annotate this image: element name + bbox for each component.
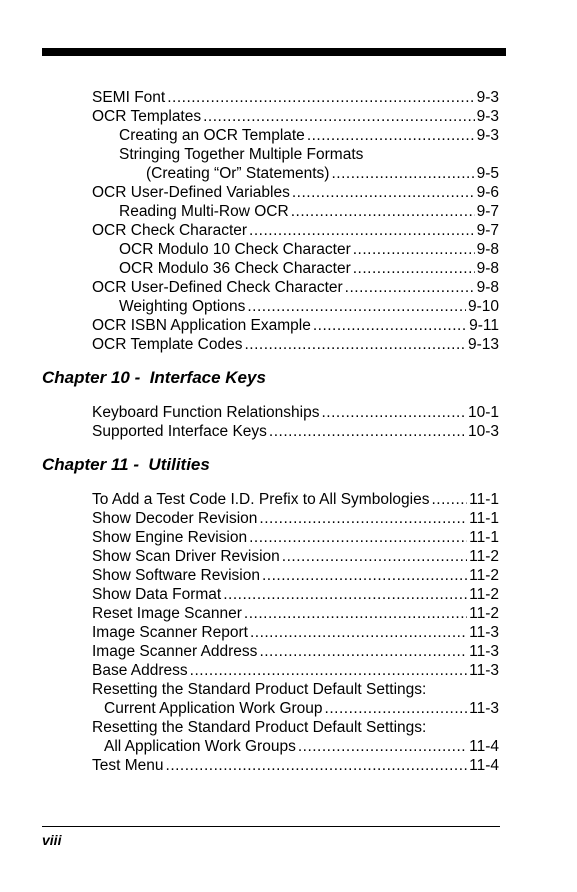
leader-dots [331, 164, 474, 183]
toc-entry-page: 11-2 [469, 605, 499, 622]
leader-dots [321, 403, 466, 422]
top-rule [42, 48, 506, 56]
leader-dots [244, 335, 465, 354]
toc-entry-page: 10-3 [467, 423, 499, 440]
toc-entry-title: OCR User-Defined Check Character [92, 279, 343, 296]
toc-entry-title: Base Address [92, 662, 188, 679]
toc-entry-page: 9-3 [476, 89, 499, 106]
toc-entry-page: 11-2 [469, 548, 499, 565]
toc-entry-page: 11-3 [469, 662, 499, 679]
toc-entry[interactable] [92, 335, 499, 354]
toc-entry-title: Show Decoder Revision [92, 510, 258, 527]
toc-entry-title: Weighting Options [119, 298, 246, 315]
leader-dots [298, 737, 467, 756]
page-number: viii [42, 832, 62, 848]
toc-entry[interactable] [146, 164, 499, 183]
leader-dots [313, 316, 467, 335]
toc-entry-title-line: Resetting the Standard Product Default Settings: [92, 719, 427, 736]
bottom-rule [42, 826, 500, 827]
toc-entry-title: Show Engine Revision [92, 529, 248, 546]
toc-entry[interactable] [119, 202, 499, 221]
toc-entry-title: OCR Template Codes [92, 336, 243, 353]
toc-entry[interactable] [92, 585, 499, 604]
leader-dots [203, 107, 474, 126]
toc-entry-title: Reading Multi-Row OCR [119, 203, 289, 220]
toc-entry-page: 9-7 [476, 203, 499, 220]
toc-entry[interactable] [119, 259, 499, 278]
chapter-heading: Chapter 10 - Interface Keys [42, 368, 266, 387]
leader-dots [259, 642, 467, 661]
leader-dots [167, 88, 474, 107]
toc-entry-page: 9-8 [476, 279, 499, 296]
toc-entry[interactable] [92, 183, 499, 202]
leader-dots [325, 699, 468, 718]
toc-entry[interactable] [92, 509, 499, 528]
toc-entry[interactable] [92, 107, 499, 126]
toc-entry[interactable] [104, 699, 499, 718]
leader-dots [292, 183, 475, 202]
leader-dots [249, 221, 475, 240]
toc-entry-title: All Application Work Groups [104, 738, 296, 755]
toc-entry[interactable] [119, 240, 499, 259]
leader-dots [223, 585, 467, 604]
toc-entry[interactable] [92, 316, 499, 335]
toc-entry[interactable] [92, 623, 499, 642]
leader-dots [190, 661, 467, 680]
toc-entry[interactable] [92, 422, 499, 441]
toc-entry-title: Reset Image Scanner [92, 605, 242, 622]
toc-entry[interactable] [92, 661, 499, 680]
toc-entry[interactable] [92, 642, 499, 661]
toc-entry-page: 9-8 [476, 260, 499, 277]
toc-entry-title: Image Scanner Report [92, 624, 248, 641]
toc-entry-title: To Add a Test Code I.D. Prefix to All Symbologies [92, 491, 430, 508]
toc-entry-title: Show Scan Driver Revision [92, 548, 280, 565]
toc-entry-title: OCR Modulo 10 Check Character [119, 241, 351, 258]
toc-entry[interactable] [92, 221, 499, 240]
toc-entry-title-line: Resetting the Standard Product Default Settings: [92, 681, 427, 698]
toc-entry-page: 9-11 [469, 317, 499, 334]
toc-entry[interactable] [119, 297, 499, 316]
toc-entry[interactable] [92, 604, 499, 623]
toc-entry-title-line: Stringing Together Multiple Formats [119, 146, 364, 163]
toc-entry[interactable] [92, 88, 499, 107]
leader-dots [166, 756, 468, 775]
toc-entry-title: Image Scanner Address [92, 643, 258, 660]
toc-entry-title: Current Application Work Group [104, 700, 323, 717]
toc-entry-title: Keyboard Function Relationships [92, 404, 320, 421]
toc-entry-page: 9-3 [476, 127, 499, 144]
leader-dots [269, 422, 466, 441]
toc-entry[interactable] [92, 566, 499, 585]
toc-entry-page: 11-3 [469, 643, 499, 660]
toc-entry-page: 11-2 [469, 586, 499, 603]
toc-entry-page: 10-1 [467, 404, 499, 421]
toc-entry-page: 11-1 [469, 510, 499, 527]
toc-entry[interactable] [119, 126, 499, 145]
toc-entry-page: 11-3 [469, 700, 499, 717]
leader-dots [250, 623, 467, 642]
toc-entry-title: OCR User-Defined Variables [92, 184, 290, 201]
toc-entry[interactable] [104, 737, 499, 756]
leader-dots [249, 528, 467, 547]
leader-dots [431, 490, 467, 509]
leader-dots [353, 240, 475, 259]
toc-entry-page: 9-5 [476, 165, 499, 182]
leader-dots [247, 297, 466, 316]
toc-entry[interactable] [92, 528, 499, 547]
toc-entry-title: OCR Modulo 36 Check Character [119, 260, 351, 277]
toc-entry-title: Supported Interface Keys [92, 423, 267, 440]
toc-entry-title: (Creating “Or” Statements) [146, 165, 330, 182]
chapter-heading: Chapter 11 - Utilities [42, 455, 210, 474]
toc-entry-title: OCR ISBN Application Example [92, 317, 311, 334]
toc-entry-page: 9-7 [476, 222, 499, 239]
leader-dots [262, 566, 467, 585]
leader-dots [282, 547, 467, 566]
leader-dots [353, 259, 475, 278]
toc-entry-page: 11-4 [469, 738, 499, 755]
toc-entry-title: Show Data Format [92, 586, 222, 603]
leader-dots [244, 604, 467, 623]
toc-entry[interactable] [92, 403, 499, 422]
toc-entry[interactable] [92, 547, 499, 566]
toc-entry[interactable] [92, 490, 499, 509]
toc-entry-page: 11-4 [469, 757, 499, 774]
toc-entry-title: OCR Check Character [92, 222, 248, 239]
toc-entry-title: Show Software Revision [92, 567, 260, 584]
toc-entry-page: 11-1 [469, 529, 499, 546]
toc-entry-page: 9-3 [476, 108, 499, 125]
leader-dots [345, 278, 475, 297]
leader-dots [307, 126, 475, 145]
toc-entry-page: 11-2 [469, 567, 499, 584]
toc-entry-page: 9-8 [476, 241, 499, 258]
toc-entry-title: Creating an OCR Template [119, 127, 305, 144]
leader-dots [291, 202, 475, 221]
toc-entry-title: Test Menu [92, 757, 164, 774]
toc-entry-page: 9-6 [476, 184, 499, 201]
toc-entry-page: 11-1 [469, 491, 499, 508]
toc-entry[interactable] [92, 278, 499, 297]
toc-entry-page: 9-13 [467, 336, 499, 353]
toc-entry[interactable] [92, 756, 499, 775]
leader-dots [259, 509, 467, 528]
toc-entry-title: OCR Templates [92, 108, 202, 125]
toc-entry-page: 9-10 [467, 298, 499, 315]
toc-entry-title: SEMI Font [92, 89, 166, 106]
toc-entry-page: 11-3 [469, 624, 499, 641]
